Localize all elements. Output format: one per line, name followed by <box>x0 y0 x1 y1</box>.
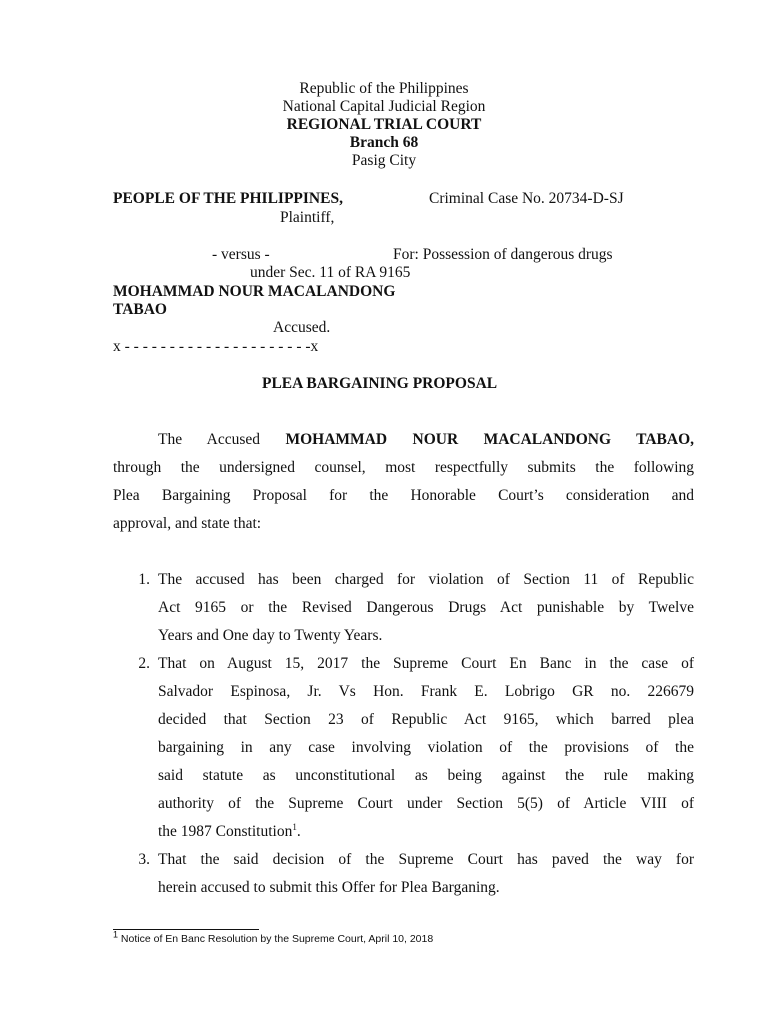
accused-name-line2: TABAO <box>113 301 167 318</box>
intro-line-3: Plea Bargaining Proposal for the Honorable Court’s consideration and <box>113 487 694 504</box>
intro-line-4: approval, and state that: <box>113 515 262 532</box>
item-3-line-2: herein accused to submit this Offer for Plea Barganing. <box>158 879 500 896</box>
footnote-rule <box>113 929 259 930</box>
item-2-end: . <box>296 823 301 840</box>
item-2-line-7 <box>158 818 694 846</box>
accused-name-line1: MOHAMMAD NOUR MACALANDONG <box>113 283 396 300</box>
item-2-number: 2. <box>138 655 150 672</box>
plaintiff-name: PEOPLE OF THE PHILIPPINES, <box>113 190 343 207</box>
plaintiff-role: Plaintiff, <box>280 209 335 226</box>
header-region: National Capital Judicial Region <box>282 98 486 115</box>
footnote-reference: 1 <box>292 821 297 832</box>
charge-continuation: under Sec. 11 of RA 9165 <box>250 264 411 281</box>
caption-separator: x - - - - - - - - - - - - - - - - - - - - -x <box>113 338 319 355</box>
item-2-line-2: Salvador Espinosa, Jr. Vs Hon. Frank E. Lobrigo GR no. 226679 <box>158 683 694 700</box>
footnote-text: Notice of En Banc Resolution by the Supreme Court, April 10, 2018 <box>118 933 434 945</box>
header-court: REGIONAL TRIAL COURT <box>286 116 482 133</box>
item-1-line-3: Years and One day to Twenty Years. <box>158 627 383 644</box>
header-branch: Branch 68 <box>349 134 419 151</box>
intro-lead: The Accused <box>158 431 286 448</box>
footnote-mark: 1 <box>113 929 119 940</box>
header-city: Pasig City <box>351 152 417 169</box>
item-3-number: 3. <box>138 851 150 868</box>
item-2-line-1: That on August 15, 2017 the Supreme Court En Banc in the case of <box>158 655 694 672</box>
item-2-line-4: bargaining in any case involving violation of the provisions of the <box>158 739 694 756</box>
intro-line-2: through the undersigned counsel, most respectfully submits the following <box>113 459 694 476</box>
intro-accused-name: MOHAMMAD NOUR MACALANDONG TABAO <box>285 431 691 448</box>
item-2-line-7-text: the 1987 Constitution <box>158 823 293 840</box>
header-republic: Republic of the Philippines <box>299 80 469 97</box>
accused-role: Accused. <box>273 319 331 336</box>
charge-label: For: Possession of dangerous drugs <box>393 246 613 263</box>
item-1-line-2: Act 9165 or the Revised Dangerous Drugs Act punishable by Twelve <box>158 599 694 616</box>
item-1-line-1: The accused has been charged for violation of Section 11 of Republic <box>158 571 694 588</box>
item-2-line-5: said statute as unconstitutional as being against the rule making <box>158 767 694 784</box>
item-2-line-6: authority of the Supreme Court under Section 5(5) of Article VIII of <box>158 795 694 812</box>
document-title: PLEA BARGAINING PROPOSAL <box>262 375 498 392</box>
footnote <box>113 929 434 946</box>
versus-label: - versus - <box>212 246 270 263</box>
intro-comma: , <box>690 431 694 448</box>
intro-line-1 <box>158 426 694 454</box>
item-2-line-3: decided that Section 23 of Republic Act 9165, which barred plea <box>158 711 694 728</box>
item-3-line-1: That the said decision of the Supreme Court has paved the way for <box>158 851 694 868</box>
case-number: Criminal Case No. 20734-D-SJ <box>429 190 624 207</box>
item-1-number: 1. <box>138 571 150 588</box>
